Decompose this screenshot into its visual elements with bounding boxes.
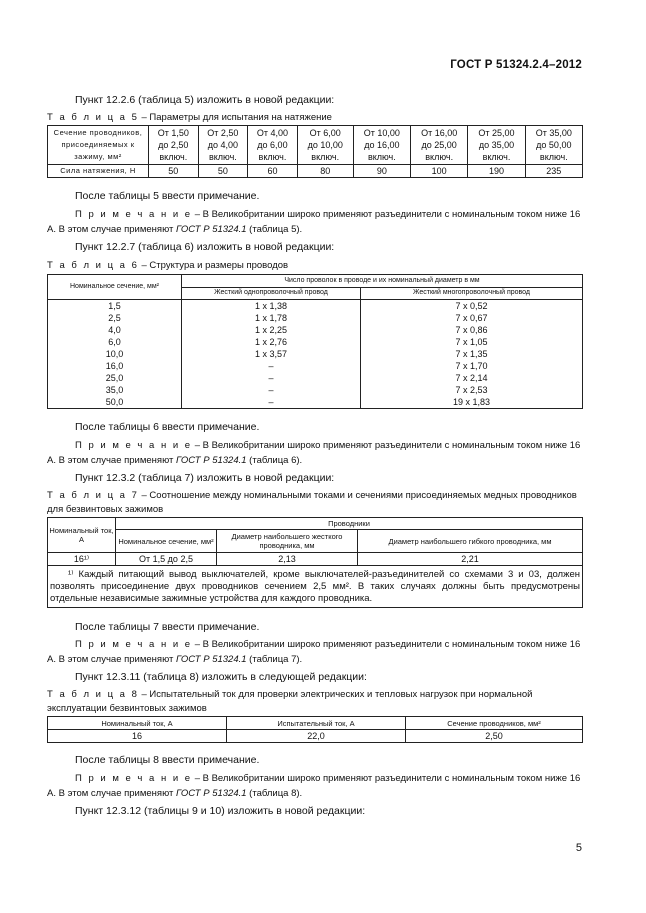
table-cell: 50 [149,165,199,178]
table-cell: 100 [411,165,468,178]
note-table7 [47,637,584,667]
cell-line: до 50,00 [536,140,572,150]
table-header: Жесткий однопроволочный провод [182,287,361,300]
paragraph-item-12-3-2: Пункт 12.3.2 (таблица 7) изложить в новой редакции: [75,472,335,484]
cell-line: до 16,00 [364,140,400,150]
table6-caption [47,259,582,272]
table-cell: 50,0 [48,396,182,409]
note-tail: (таблица 6). [246,455,303,466]
table-cell: – [182,396,361,409]
note-tail: (таблица 7). [246,654,303,665]
cell-line: От 1,50 [157,128,189,138]
cell-line: От 35,00 [535,128,572,138]
table-cell: 2,13 [217,553,358,566]
table-header: Сечение проводников, присоединяемых к зажиму, мм² [48,126,149,165]
note-table6 [47,438,584,468]
table-row [48,360,583,372]
note-label: П р и м е ч а н и е [75,773,193,784]
cell-line: до 25,00 [421,140,457,150]
note-label: П р и м е ч а н и е [75,639,193,650]
table-cell: 6,0 [48,336,182,348]
after-table6: После таблицы 6 ввести примечание. [75,421,260,433]
table-cell: 2,21 [358,553,583,566]
cell-line: до 35,00 [478,140,515,150]
table-cell: От 1,5 до 2,5 [116,553,217,566]
table-cell: 1 x 3,57 [182,348,361,360]
table-cell: 7 x 1,35 [361,348,583,360]
table-cell: – [182,360,361,372]
table-cell [468,126,525,165]
cell-line: От 16,00 [421,128,458,138]
table-header: Диаметр наибольшего гибкого проводника, мм [358,530,583,553]
after-table5: После таблицы 5 ввести примечание. [75,190,260,202]
table-row [48,530,583,553]
paragraph-item-12-3-11: Пункт 12.3.11 (таблица 8) изложить в следующей редакции: [75,671,367,683]
cell-line: включ. [539,152,568,162]
note-text: – В Великобритании широко применяют разъединители с номинальным током ниже 16 А. В этом случае применяют [47,440,581,466]
table-row [48,312,583,324]
table-header: Проводники [116,518,583,530]
table-cell: 2,5 [48,312,182,324]
table-row [48,396,583,409]
cell-line: включ. [425,152,454,162]
cell-line: до 6,00 [257,140,288,150]
table-cell: – [182,384,361,396]
table-cell: 16¹⁾ [48,553,116,566]
table-cell: 1 x 2,25 [182,324,361,336]
table-cell: 4,0 [48,324,182,336]
table-cell [411,126,468,165]
table-cell [525,126,582,165]
note-label: П р и м е ч а н и е [75,440,193,451]
table-cell: 35,0 [48,384,182,396]
cell-line: От 4,00 [256,128,289,138]
table-header: Номинальный ток, А [48,518,116,553]
table-cell: 10,0 [48,348,182,360]
caption-text: – Соотношение между номинальными токами и сечениями присоединяемых медных проводников для безвинтовых зажимов [47,490,577,515]
table-cell: 190 [468,165,525,178]
note-text: – В Великобритании широко применяют разъединители с номинальным током ниже 16 А. В этом случае применяют [47,773,581,799]
table-cell [297,126,353,165]
table-row [48,324,583,336]
caption-label: Т а б л и ц а 8 [47,689,139,700]
table-row [48,566,583,608]
table-header: Номинальный ток, А [48,717,227,730]
cell-line: до 2,50 [158,140,189,150]
note-ref: ГОСТ Р 51324.1 [175,224,247,235]
table-cell: – [182,372,361,384]
table-row [48,717,583,730]
table-row [48,275,583,288]
cell-line: От 25,00 [478,128,515,138]
table-cell: 2,50 [406,730,583,743]
paragraph-item-12-2-7: Пункт 12.2.7 (таблица 6) изложить в новой редакции: [75,241,335,253]
cell-line: до 10,00 [307,140,343,150]
caption-label: Т а б л и ц а 5 [47,112,139,123]
caption-text: – Параметры для испытания на натяжение [138,112,332,123]
note-table5 [47,207,584,237]
table-header: Жесткий многопроволочный провод [361,287,583,300]
table-cell: 80 [297,165,353,178]
cell-line: включ. [311,152,340,162]
note-text: – В Великобритании широко применяют разъединители с номинальным током ниже 16 А. В этом случае применяют [47,209,581,235]
table-header: Номинальное сечение, мм² [116,530,217,553]
table-header: Сечение проводников, мм² [406,717,583,730]
table-cell: 7 x 1,70 [361,360,583,372]
cell-line: От 6,00 [309,128,341,138]
note-label: П р и м е ч а н и е [75,209,193,220]
caption-label: Т а б л и ц а 6 [47,260,139,271]
note-ref: ГОСТ Р 51324.1 [175,654,247,665]
note-tail: (таблица 8). [246,788,303,799]
caption-text: – Структура и размеры проводов [138,260,289,271]
table-header: Диаметр наибольшего жесткого проводника, мм [217,530,358,553]
table-cell: 22,0 [227,730,406,743]
table-cell [248,126,298,165]
note-table8 [47,771,584,801]
table-cell: 50 [198,165,248,178]
paragraph-item-12-3-12: Пункт 12.3.12 (таблицы 9 и 10) изложить в новой редакции: [75,805,366,817]
paragraph-item-12-2-6: Пункт 12.2.6 (таблица 5) изложить в новой редакции: [75,94,335,106]
table-row [48,300,583,313]
table-header: Испытательный ток, А [227,717,406,730]
table-cell: 16 [48,730,227,743]
cell-line: включ. [367,152,396,162]
table-row [48,165,583,178]
table-row [48,348,583,360]
note-ref: ГОСТ Р 51324.1 [175,788,247,799]
table-cell: 1 x 1,38 [182,300,361,313]
caption-text: – Испытательный ток для проверки электрических и тепловых нагрузок при нормальной эксплуатации безвинтовых зажимов [47,689,533,714]
table5 [47,125,583,178]
note-tail: (таблица 5). [246,224,303,235]
cell-line: От 10,00 [363,128,400,138]
table7-caption [47,489,582,517]
table-cell: 7 x 0,86 [361,324,583,336]
table-cell [198,126,248,165]
table8-caption [47,688,582,716]
table7 [47,517,583,608]
table-row [48,518,583,530]
cell-line: до 4,00 [207,140,238,150]
table-cell: 25,0 [48,372,182,384]
table-cell: 7 x 2,53 [361,384,583,396]
table-cell: 60 [248,165,298,178]
table8 [47,716,583,743]
cell-line: От 2,50 [207,128,239,138]
table-cell: 1 x 1,78 [182,312,361,324]
table-header: Номинальное сечение, мм² [48,275,182,300]
after-table7: После таблицы 7 ввести примечание. [75,621,260,633]
document-header: ГОСТ Р 51324.2.4–2012 [450,59,582,71]
table-row [48,372,583,384]
table-cell: 7 x 1,05 [361,336,583,348]
table-cell: 19 x 1,83 [361,396,583,409]
table-header: Число проволок в проводе и их номинальный диаметр в мм [182,275,583,288]
table-cell: 7 x 2,14 [361,372,583,384]
table-cell: 1 x 2,76 [182,336,361,348]
table-cell [353,126,410,165]
table-cell: 7 x 0,67 [361,312,583,324]
table-footnote: ¹⁾ Каждый питающий вывод выключателей, кроме выключателей-разъединителей со схемами 3 и 03, должен позволять присоединение двух проводников сечением 2,5 мм². В таких случаях должны быть предусмотрены отдельные независимые зажимные устройства для каждого проводника. [48,566,583,608]
table-cell: 1,5 [48,300,182,313]
table-cell [149,126,199,165]
table-cell: 235 [525,165,582,178]
table-row [48,336,583,348]
note-text: – В Великобритании широко применяют разъединители с номинальным током ниже 16 А. В этом случае применяют [47,639,581,665]
after-table8: После таблицы 8 ввести примечание. [75,754,260,766]
table-row [48,384,583,396]
cell-line: включ. [208,152,237,162]
table5-caption [47,111,582,124]
table-cell: 16,0 [48,360,182,372]
page-number: 5 [575,842,582,854]
table-header: Сила натяжения, Н [48,165,149,178]
table-row [48,126,583,165]
cell-line: включ. [258,152,287,162]
cell-line: включ. [482,152,511,162]
cell-line: включ. [159,152,188,162]
caption-label: Т а б л и ц а 7 [47,490,139,501]
table6 [47,274,583,409]
table-row [48,730,583,743]
table-cell: 90 [353,165,410,178]
table-cell: 7 x 0,52 [361,300,583,313]
table-row [48,553,583,566]
note-ref: ГОСТ Р 51324.1 [175,455,247,466]
